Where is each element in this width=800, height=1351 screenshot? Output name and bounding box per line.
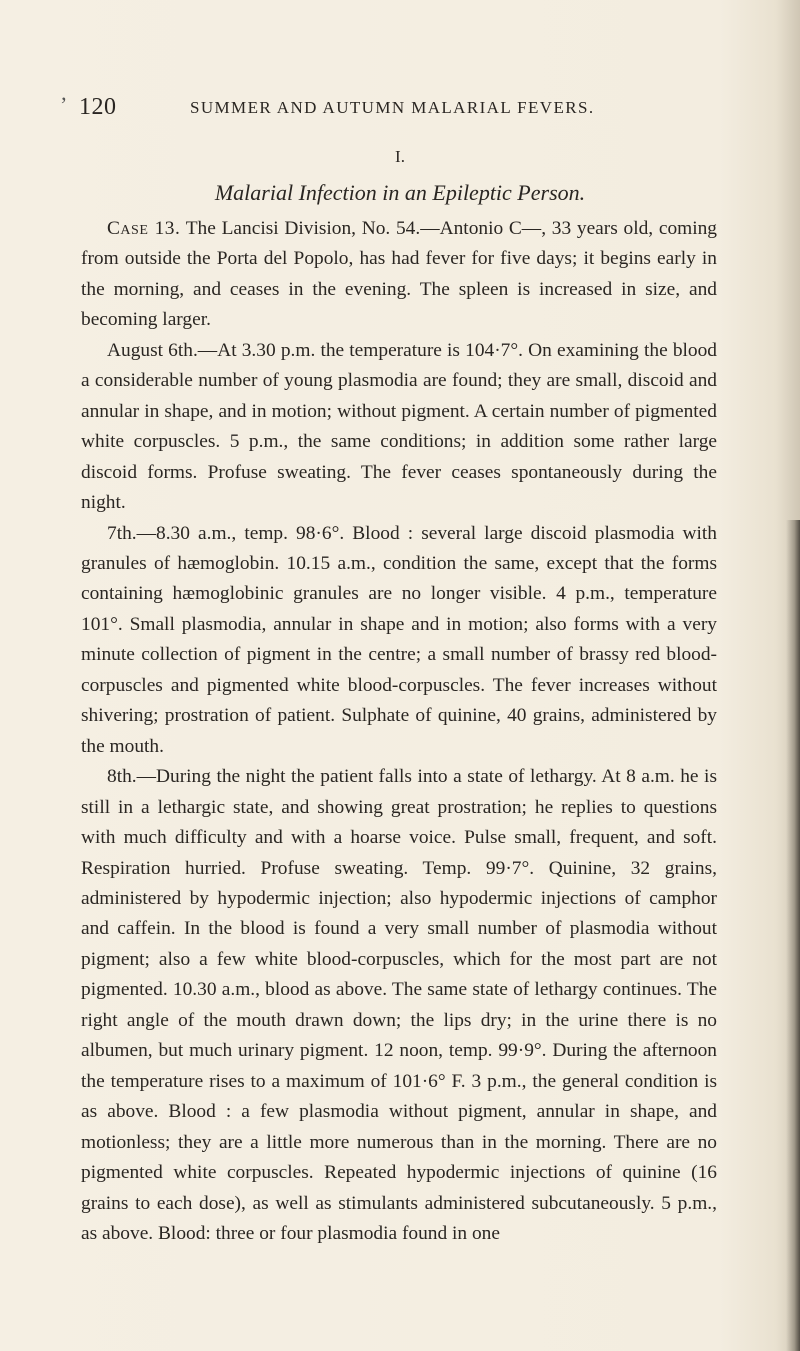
paragraph-text: 7th.—8.30 a.m., temp. 98·6°. Blood : several large discoid plasmodia with granules of hæmoglobin. 10.15 a.m., condition the same, except that the forms containing hæmoglobinic granules are no longer visible. 4 p.m., temperature 101°. Small plasmodia, annular in shape and in motion; also forms with a very minute collection of pigment in the centre; a small number of brassy red blood-corpuscles and pigmented white blood-corpuscles. The fever increases without shivering; prostration of patient. Sulphate of quinine, 40 grains, administered by the mouth.	[81, 522, 717, 757]
body-text	[81, 214, 717, 1249]
paragraph-text: The Lancisi Division, No. 54.—Antonio C—, 33 years old, coming from outside the Porta del Popolo, has had fever for five days; it begins early in the morning, and ceases in the evening. The spleen is increased in size, and becoming larger.	[81, 218, 717, 331]
section-number: I.	[395, 147, 405, 166]
case-label: Case 13.	[107, 218, 181, 239]
page-header	[60, 94, 750, 124]
paragraph-8th	[81, 762, 717, 1249]
paragraph-text: August 6th.—At 3.30 p.m. the temperature is 104·7°. On examining the blood a considerable number of young plasmodia are found; they are small, discoid and annular in shape, and in motion; without pigment. A certain number of pigmented white corpuscles. 5 p.m., the same conditions; in addition some rather large discoid forms. Profuse sweating. The fever ceases spontaneously during the night.	[81, 339, 717, 514]
page-edge-shadow	[786, 520, 800, 1351]
running-head: SUMMER AND AUTUMN MALARIAL FEVERS.	[190, 98, 595, 117]
margin-mark: ’	[60, 92, 68, 117]
page-number: 120	[79, 94, 117, 120]
paragraph-text: 8th.—During the night the patient falls into a state of lethargy. At 8 a.m. he is still in a lethargic state, and showing great prostration; he replies to questions with much difficulty and with a hoarse voice. Pulse small, frequent, and soft. Respiration hurried. Profuse sweating. Temp. 99·7°. Quinine, 32 grains, administered by hypodermic injection; also hypodermic injections of camphor and caffein. In the blood is found a very small number of plasmodia without pigment; also a few white blood-corpuscles, which for the most part are not pigmented. 10.30 a.m., blood as above. The same state of lethargy continues. The right angle of the mouth drawn down; the lips dry; in the urine there is no albumen, but much urinary pigment. 12 noon, temp. 99·9°. During the afternoon the temperature rises to a maximum of 101·6° F. 3 p.m., the general condition is as above. Blood : a few plasmodia without pigment, annular in shape, and motionless; they are a little more numerous than in the morning. There are no pigmented white corpuscles. Repeated hypodermic injections of quinine (16 grains to each dose), as well as stimulants administered subcutaneously. 5 p.m., as above. Blood: three or four plasmodia found in one	[81, 766, 717, 1244]
section-title: Malarial Infection in an Epileptic Person.	[214, 180, 586, 205]
paragraph-7th	[81, 519, 717, 763]
paragraph-august-6	[81, 336, 717, 519]
paragraph-case-intro	[81, 214, 717, 336]
